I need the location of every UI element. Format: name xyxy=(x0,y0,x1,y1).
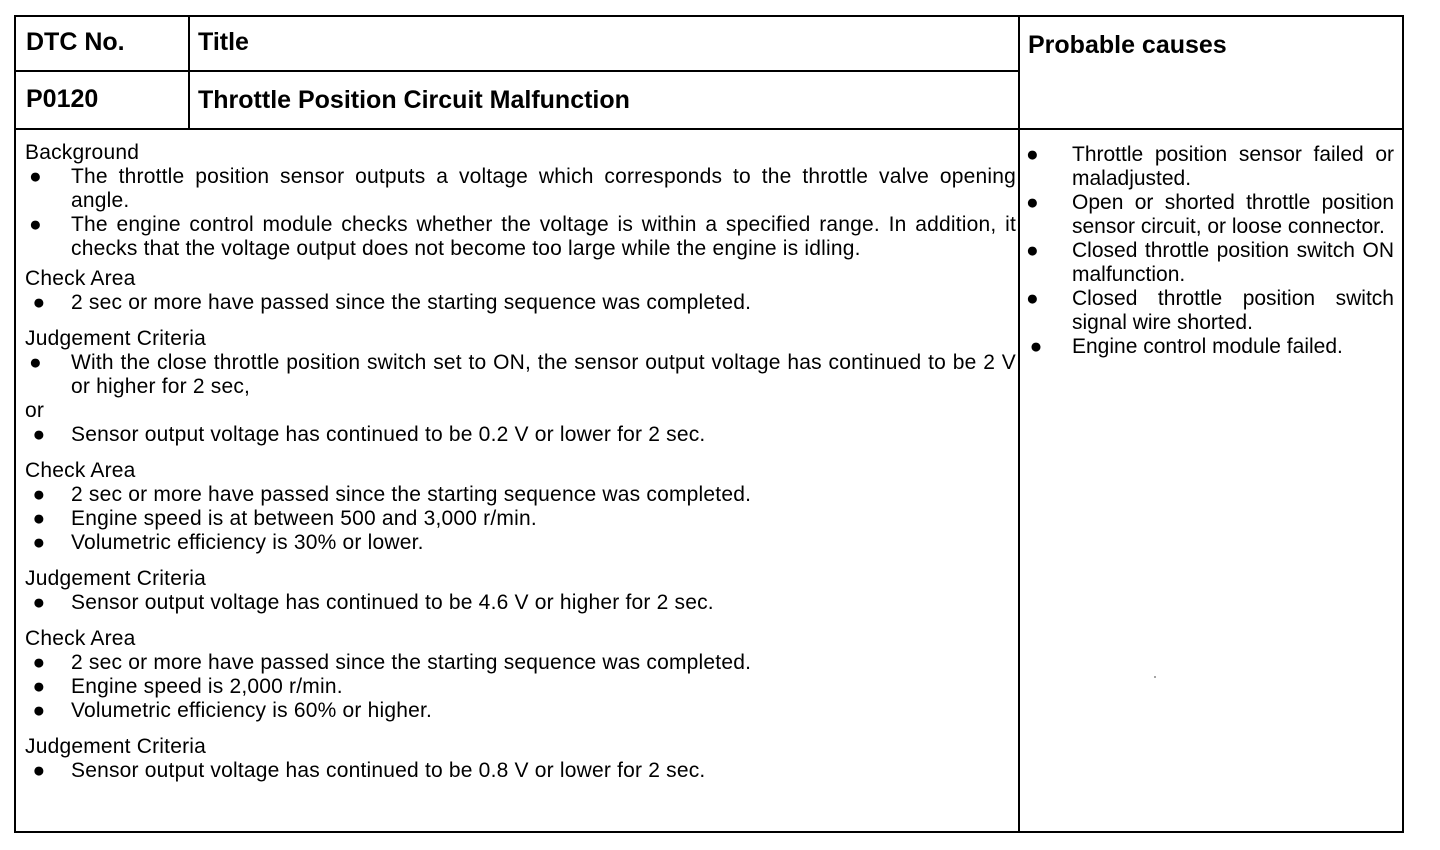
section-label: Judgement Criteria xyxy=(25,327,207,350)
list-item xyxy=(25,165,1016,213)
bullet-icon: ● xyxy=(32,759,46,782)
cause-text: Throttle position sensor failed or maladjusted. xyxy=(1072,143,1394,190)
scan-speck xyxy=(1154,676,1156,678)
bullet-icon: ● xyxy=(1026,239,1039,262)
judgement-section-2 xyxy=(25,567,1016,615)
judgement-section-3 xyxy=(25,735,1016,783)
list-item xyxy=(25,699,1016,723)
bullet-icon: ● xyxy=(29,213,42,236)
list-item-text: Sensor output voltage has continued to be 0.8 V or lower for 2 sec. xyxy=(71,759,706,782)
list-item xyxy=(25,423,1016,447)
dtc-code: P0120 xyxy=(26,85,99,113)
bullet-icon: ● xyxy=(32,699,46,722)
list-item xyxy=(25,591,1016,615)
cause-text: Open or shorted throttle position sensor circuit, or loose connector. xyxy=(1072,191,1394,238)
bullet-icon: ● xyxy=(32,291,46,314)
divider-causes-column xyxy=(1018,15,1020,833)
section-label: Judgement Criteria xyxy=(25,735,207,758)
list-item-text: The throttle position sensor outputs a voltage which corresponds to the throttle valve opening angle. xyxy=(71,165,1016,212)
bullet-icon: ● xyxy=(32,531,46,554)
list-item xyxy=(25,291,1016,315)
section-label: Check Area xyxy=(25,627,136,650)
cause-item xyxy=(1026,239,1394,287)
description-cell xyxy=(25,141,1016,795)
divider-header-row xyxy=(14,70,1020,72)
list-item xyxy=(25,759,1016,783)
section-label: Check Area xyxy=(25,459,136,482)
list-item xyxy=(25,675,1016,699)
bullet-icon: ● xyxy=(29,165,42,188)
bullet-icon: ● xyxy=(29,351,42,374)
cause-text: Closed throttle position switch ON malfunction. xyxy=(1072,239,1394,286)
cause-item xyxy=(1026,143,1394,191)
cause-text: Engine control module failed. xyxy=(1072,335,1343,358)
title-header: Title xyxy=(198,28,249,56)
list-item-text: Volumetric efficiency is 60% or higher. xyxy=(71,699,433,722)
dtc-no-header: DTC No. xyxy=(26,28,125,56)
bullet-icon: ● xyxy=(32,483,46,506)
divider-dtc-title xyxy=(188,15,190,129)
list-item-text: Volumetric efficiency is 30% or lower. xyxy=(71,531,424,554)
list-item-text: With the close throttle position switch set to ON, the sensor output voltage has continued to be 2 V or higher for 2 sec, xyxy=(71,351,1016,398)
list-item xyxy=(25,351,1016,399)
bullet-icon: ● xyxy=(32,651,46,674)
check-area-section-2 xyxy=(25,459,1016,555)
bullet-icon: ● xyxy=(32,591,46,614)
cause-item xyxy=(1026,287,1394,335)
list-item-text: Sensor output voltage has continued to be 0.2 V or lower for 2 sec. xyxy=(71,423,706,446)
list-item-text: 2 sec or more have passed since the starting sequence was completed. xyxy=(71,291,752,314)
cause-text: Closed throttle position switch signal wire shorted. xyxy=(1072,287,1394,334)
judgement-section-1 xyxy=(25,327,1016,447)
probable-causes-header: Probable causes xyxy=(1028,31,1227,59)
list-item xyxy=(25,483,1016,507)
list-item-text: Engine speed is 2,000 r/min. xyxy=(71,675,343,698)
or-connector: or xyxy=(25,399,45,422)
bullet-icon: ● xyxy=(32,423,46,446)
bullet-icon: ● xyxy=(1026,191,1039,214)
bullet-icon: ● xyxy=(1026,143,1039,166)
section-label: Check Area xyxy=(25,267,136,290)
section-label: Background xyxy=(25,141,140,164)
bullet-icon: ● xyxy=(1029,335,1043,358)
divider-header-body xyxy=(14,128,1404,130)
cause-item xyxy=(1026,191,1394,239)
list-item-text: 2 sec or more have passed since the starting sequence was completed. xyxy=(71,483,752,506)
dtc-title: Throttle Position Circuit Malfunction xyxy=(198,86,630,114)
list-item xyxy=(25,213,1016,261)
list-item-text: Sensor output voltage has continued to be 4.6 V or higher for 2 sec. xyxy=(71,591,714,614)
section-label: Judgement Criteria xyxy=(25,567,207,590)
bullet-icon: ● xyxy=(1026,287,1039,310)
list-item xyxy=(25,507,1016,531)
list-item-text: Engine speed is at between 500 and 3,000 r/min. xyxy=(71,507,537,530)
bullet-icon: ● xyxy=(32,507,46,530)
background-section xyxy=(25,141,1016,261)
probable-causes-list xyxy=(1026,143,1394,359)
list-item-text: The engine control module checks whether the voltage is within a specified range. In addition, it checks that the voltage output does not become too large while the engine is idling. xyxy=(71,213,1016,260)
list-item xyxy=(25,531,1016,555)
cause-item xyxy=(1026,335,1394,359)
check-area-section-1 xyxy=(25,267,1016,315)
bullet-icon: ● xyxy=(32,675,46,698)
check-area-section-3 xyxy=(25,627,1016,723)
list-item xyxy=(25,651,1016,675)
list-item-text: 2 sec or more have passed since the starting sequence was completed. xyxy=(71,651,752,674)
